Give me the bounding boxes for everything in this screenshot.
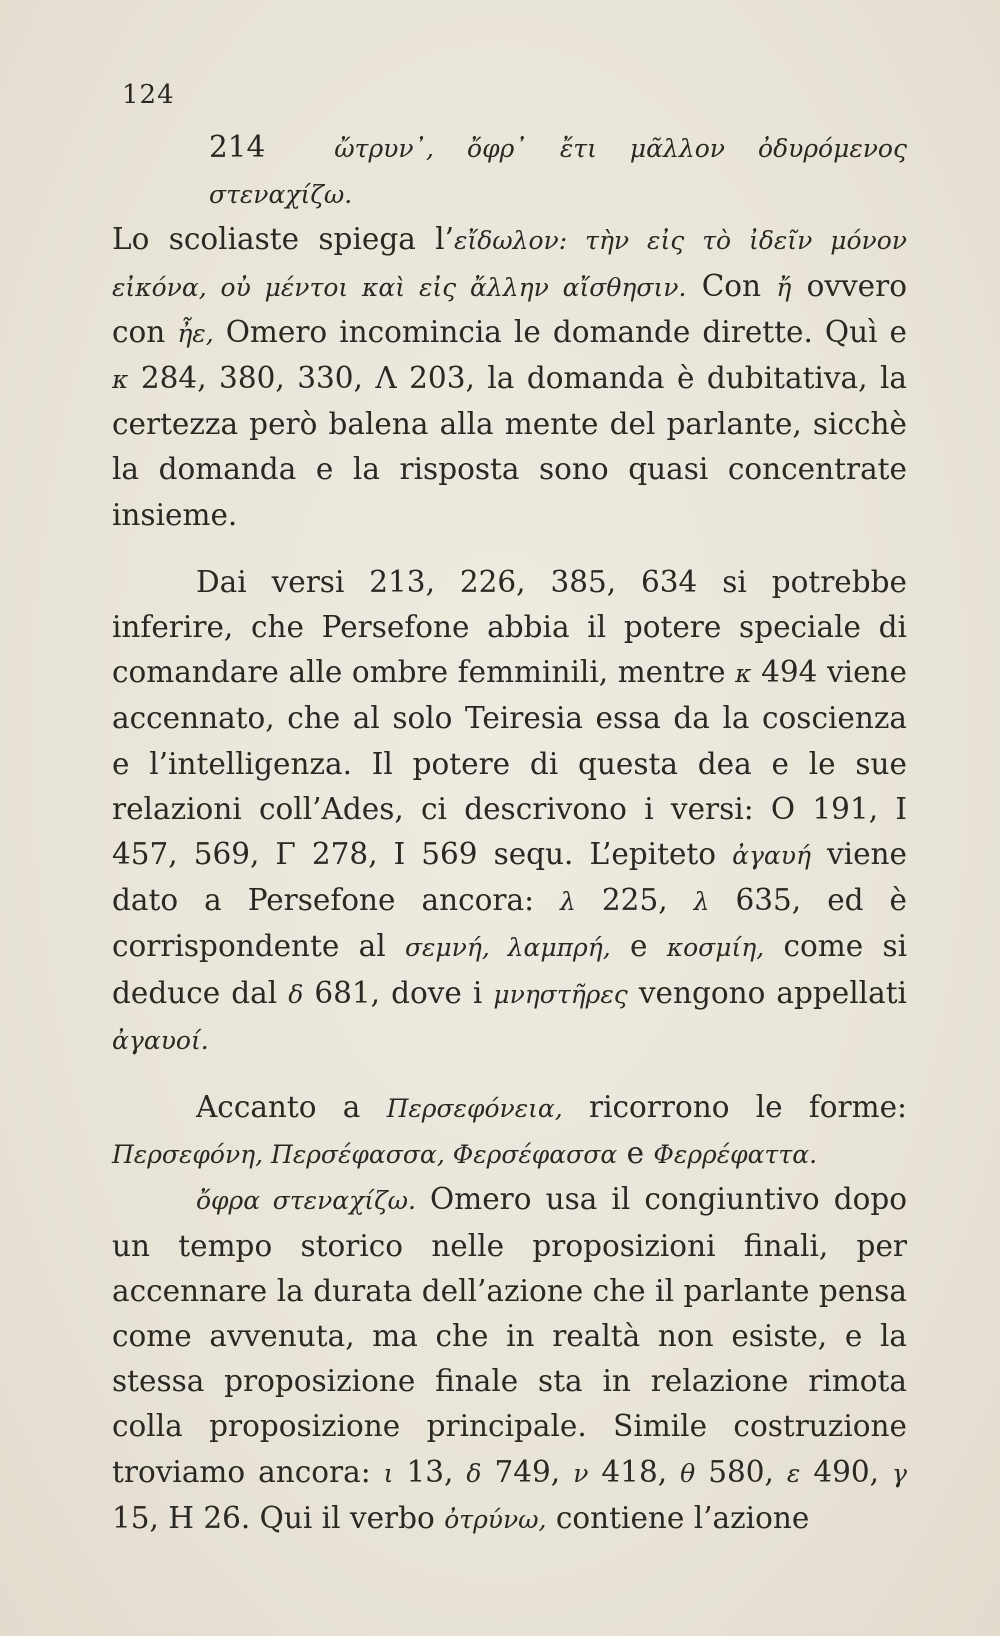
text-run: e — [617, 1136, 654, 1171]
greek-text: ἀγαυοί. — [112, 1025, 209, 1055]
greek-text: κ — [112, 365, 129, 395]
greek-text: ὄφρα στεναχίζω. — [196, 1186, 416, 1216]
greek-text: γ — [892, 1458, 907, 1488]
text-run: viene dato a Persefone ancora: — [112, 837, 908, 918]
greek-text: ν — [573, 1458, 589, 1488]
greek-text: ἤ — [776, 272, 792, 302]
text-run: 284, 380, 330, Λ 203, la domanda è dubitativa, la certezza però balena alla mente del parlante, sicchè la domanda e la risposta sono quasi concentrate insieme. — [112, 361, 907, 532]
text-run: Dai versi 213, 226, 385, 634 si potrebbe inferire, che Persefone abbia il potere speciale di comandare alle ombre femminili, mentre — [112, 564, 907, 690]
paragraph-forms — [112, 1085, 907, 1177]
text-run: 13, — [393, 1454, 467, 1489]
text-run: Con — [686, 268, 777, 303]
greek-text: λ — [560, 887, 576, 917]
text-run: Omero usa il congiuntivo dopo un tempo storico nelle proposizioni finali, per accennare la durata dell’azione che il parlante pensa come avvenuta, ma che in realtà non esiste, e la stessa proposizione finale sta in relazione rimota colla proposizione principale. Simile costruzione troviamo ancora: — [112, 1182, 907, 1489]
text-run: 225, — [575, 883, 694, 918]
text-run: contiene l’azione — [546, 1500, 810, 1535]
greek-text: ὀτρύνω, — [444, 1504, 547, 1534]
greek-text: ι — [383, 1458, 394, 1488]
greek-text: λ — [693, 887, 710, 917]
text-run: ricorrono le forme: — [562, 1090, 907, 1125]
greek-text: κοσμίη, — [666, 933, 765, 963]
text-run: Accanto a — [196, 1090, 387, 1125]
paragraph-scholiast — [112, 217, 907, 537]
greek-verse: ὤτρυν᾽, ὄφρ᾽ ἔτι μᾶλλον ὀδυρόμενος στεναχίζω. — [209, 134, 907, 210]
text-run: Lo scoliaste spiega l’ — [112, 222, 454, 257]
greek-text: Φερρέφαττα. — [653, 1140, 818, 1170]
text-run: 580, — [695, 1454, 787, 1489]
text-run: come si deduce dal — [112, 929, 908, 1010]
paragraph-subjunctive — [112, 1177, 907, 1542]
verse-line — [112, 125, 907, 217]
text-run: 490, — [800, 1454, 893, 1489]
greek-text: δ — [466, 1458, 482, 1488]
greek-text: δ — [288, 979, 304, 1009]
greek-text: θ — [680, 1458, 696, 1488]
greek-text: ἀγαυή — [732, 841, 811, 871]
greek-text: σεμνή, λαμπρή, — [404, 933, 611, 963]
greek-text: μνηστῆρες — [493, 979, 628, 1009]
text-run: Omero incomincia le domande dirette. Quì e — [213, 314, 907, 349]
greek-text: ἦε, — [177, 318, 214, 348]
text-run: 418, — [588, 1454, 681, 1489]
greek-text: Περσεφόνη, Περσέφασσα, Φερσέφασσα — [112, 1140, 618, 1170]
greek-text: Περσεφόνεια, — [386, 1094, 563, 1124]
text-run: vengono appellati — [627, 975, 907, 1010]
text-run: ovvero con — [112, 268, 907, 349]
body-text — [112, 125, 907, 1542]
verse-number: 214 — [209, 130, 266, 164]
text-run: 15, H 26. Qui il verbo — [112, 1500, 445, 1535]
page-number: 124 — [122, 80, 175, 110]
text-run: e — [610, 929, 667, 964]
text-run: 494 viene accennato, che al solo Teiresia essa da la coscienza e l’intelligenza. Il potere di questa dea e le sue relazioni coll’Ades, ci descrivono i versi: O 191, I 457, 569, Γ 278, I 569 sequ. L’epiteto — [112, 655, 908, 872]
text-run: 749, — [481, 1454, 574, 1489]
greek-text: κ — [735, 659, 752, 689]
greek-text: ε — [786, 1458, 801, 1488]
text-run: 681, dove i — [303, 975, 494, 1010]
paragraph-persefone — [112, 560, 907, 1063]
text-run: 635, ed è corrispondente al — [112, 883, 908, 964]
greek-text: εἴδωλον: τὴν εἰς τὸ ἰδεῖν μόνον εἰκόνα, οὐ μέντοι καὶ εἰς ἄλλην αἴσθησιν. — [112, 226, 907, 302]
